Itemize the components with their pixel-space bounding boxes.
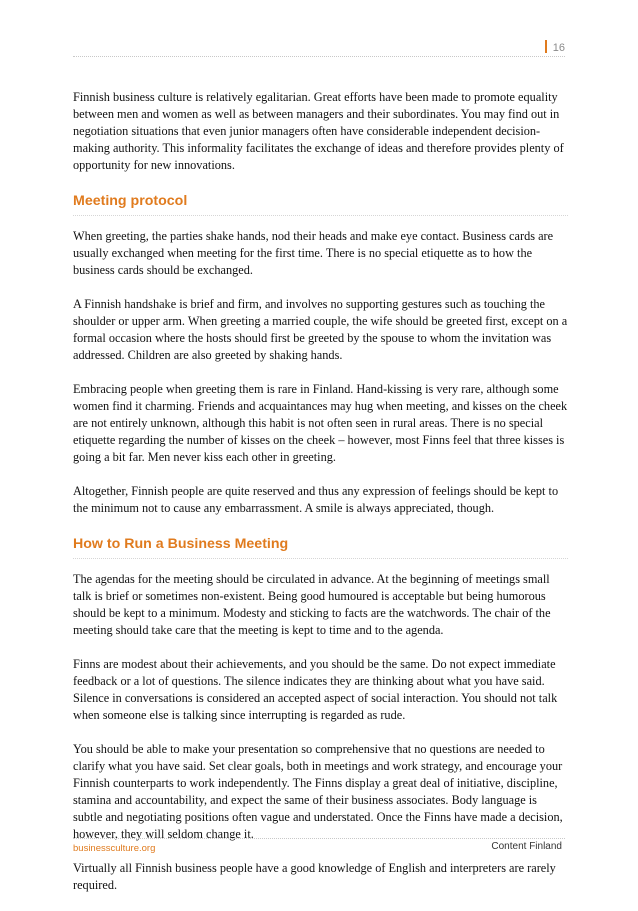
- header-accent-bar: [545, 40, 547, 53]
- intro-paragraph: Finnish business culture is relatively egalitarian. Great efforts have been made to promote equality between men and women as well as between managers and their subordinates. You may find out in negotiation situations that even junior managers often have considerable independent decision-making authority. This informality facilitates the exchange of ideas and therefore provides plenty of opportunity for new innovations.: [73, 90, 564, 172]
- page-header: [545, 40, 565, 54]
- paragraph: Altogether, Finnish people are quite reserved and thus any expression of feelings should be kept to the minimum not to cause any embarrassment. A smile is always appreciated, though.: [73, 484, 559, 515]
- footer-divider: [73, 838, 565, 839]
- paragraph: You should be able to make your presentation so comprehensive that no questions are needed to clarify what you have said. Set clear goals, both in meetings and work strategy, and encourage your Finnish counterparts to work independently. The Finns display a great deal of initiative, discipline, stamina and accountability, and expect the same of their business associates. Body language is subtle and negotiating positions often vague and understated. Once the Finns have made a decision, however, they will seldom change it.: [73, 742, 563, 841]
- section-heading-business-meeting: How to Run a Business Meeting: [73, 534, 568, 559]
- page-content: [73, 89, 568, 911]
- paragraph: Embracing people when greeting them is rare in Finland. Hand-kissing is very rare, although some women find it charming. Friends and acquaintances may hug when meeting, and kisses on the cheek are not entirely unknown, although this habit is not often seen in rural areas. There is no special etiquette regarding the number of kisses on the cheek – however, most Finns feel that three kisses is going a bit far. Men never kiss each other in greeting.: [73, 382, 568, 464]
- paragraph: A Finnish handshake is brief and firm, and involves no supporting gestures such as touching the shoulder or upper arm. When greeting a married couple, the wife should be greeted first, except on a formal occasion where the hosts should first be greeted by the spouse to whom the invitation was addressed. Children are also greeted by shaking hands.: [73, 297, 568, 362]
- paragraph: Virtually all Finnish business people have a good knowledge of English and interpreters are rarely required.: [73, 861, 556, 892]
- paragraph: Finns are modest about their achievements, and you should be the same. Do not expect immediate feedback or a lot of questions. The silence indicates they are thinking about what you have said. Silence in conversations is considered an accepted aspect of social interaction. You should not talk when someone else is talking since interrupting is regarded as rude.: [73, 657, 558, 722]
- section-heading-meeting-protocol: Meeting protocol: [73, 191, 568, 216]
- header-divider: [73, 56, 565, 57]
- footer-site: businessculture.org: [73, 843, 156, 854]
- page-number: 16: [552, 42, 565, 54]
- paragraph: The agendas for the meeting should be circulated in advance. At the beginning of meetings small talk is brief or sometimes non-existent. Being good humoured is acceptable but being humorous should be kept to a minimum. Modesty and sticking to facts are the watchwords. The chair of the meeting should take care that the meeting is kept to time and to the agenda.: [73, 572, 551, 637]
- paragraph: When greeting, the parties shake hands, nod their heads and make eye contact. Business cards are usually exchanged when meeting for the first time. There is no special etiquette as to how the business cards should be exchanged.: [73, 229, 554, 277]
- footer-section: Content Finland: [491, 841, 562, 852]
